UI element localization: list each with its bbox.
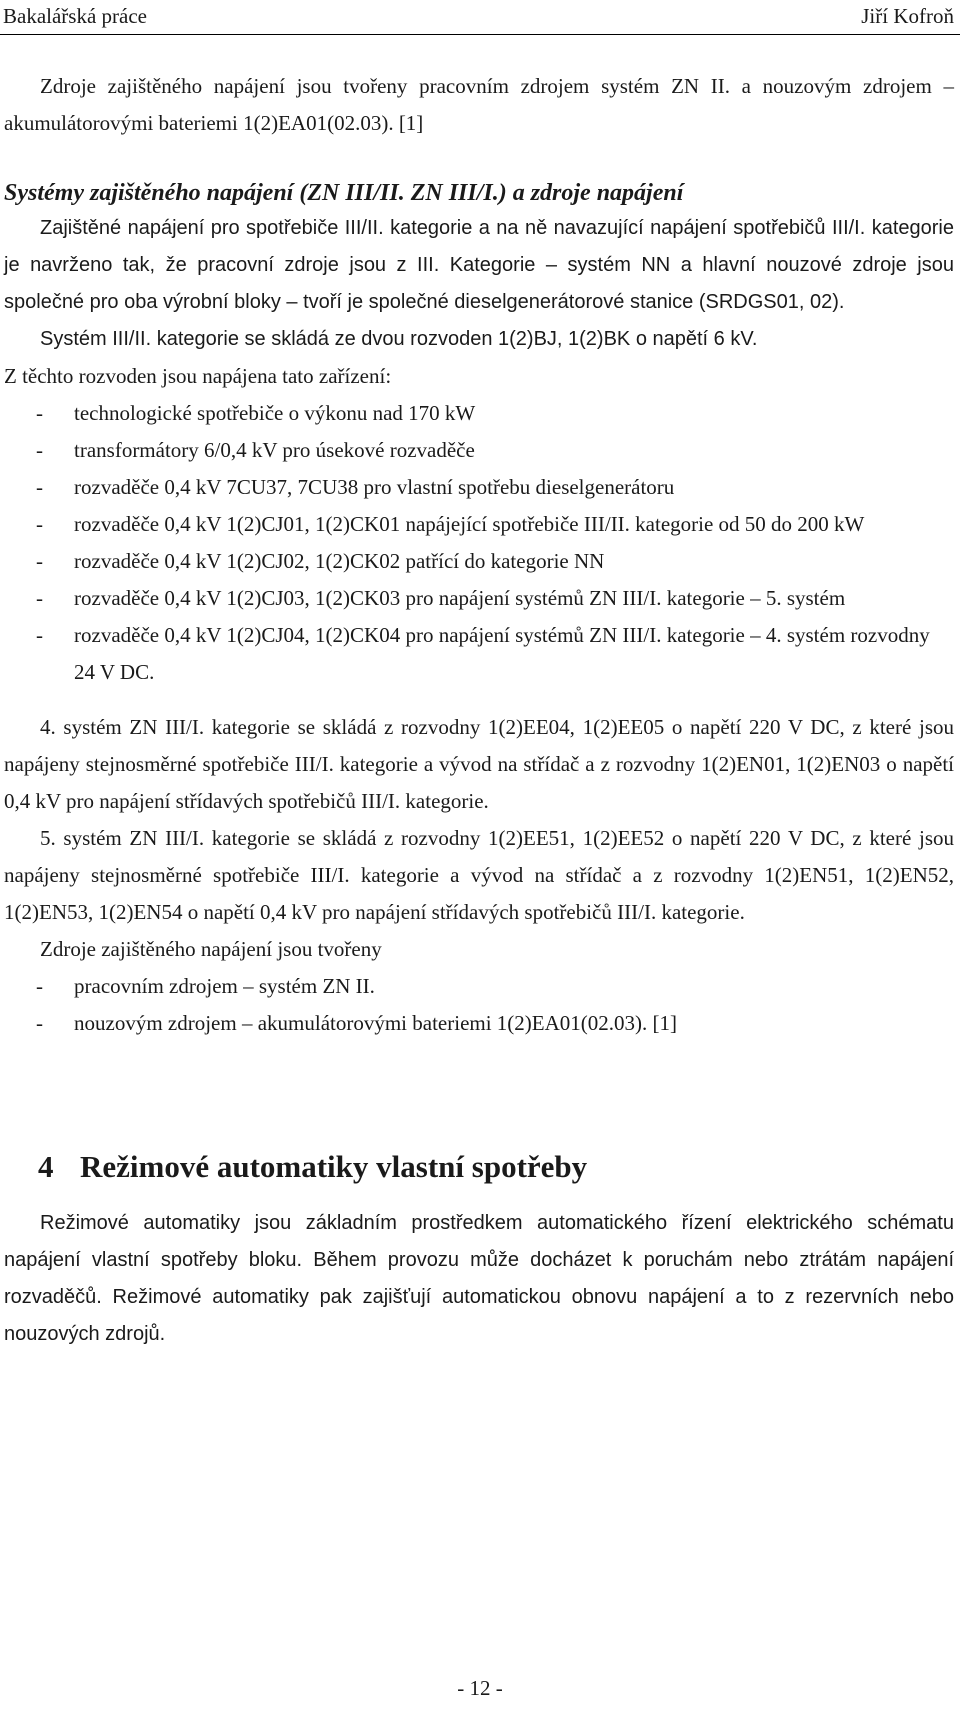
chapter-heading (4, 1042, 954, 1205)
list-item: - technologické spotřebiče o výkonu nad 170 kW (36, 401, 476, 425)
paragraph-zn-overview: Zajištěné napájení pro spotřebiče III/II. kategorie a na ně navazující napájení spotřebičů III/I. kategorie je navrženo tak, že pracovní zdroje jsou z III. Kategorie – systém NN a hlavní nouzové zdroje jsou společné pro oba výrobní bloky – tvoří je společné dieselgenerátorové stanice (SRDGS01, 02). (4, 217, 954, 313)
paragraph-system-5: 5. systém ZN III/I. kategorie se skládá z rozvodny 1(2)EE51, 1(2)EE52 o napětí 220 V DC, z které jsou napájeny stejnosměrné spotřebiče III/I. kategorie a vývod na střídač a z rozvodny 1(2)EN51, 1(2)EN52, 1(2)EN53, 1(2)EN54 o napětí 0,4 kV pro napájení střídavých spotřebičů III/I. kategorie. (4, 826, 954, 924)
chapter-title: Režimové automatiky vlastní spotřeby (80, 1149, 588, 1184)
list-item: - rozvaděče 0,4 kV 1(2)CJ04, 1(2)CK04 pro napájení systémů ZN III/I. kategorie – 4. systém rozvodny 24 V DC. (36, 623, 930, 684)
list-item: - rozvaděče 0,4 kV 1(2)CJ03, 1(2)CK03 pro napájení systémů ZN III/I. kategorie – 5. systém (36, 586, 846, 610)
page-header (0, 0, 960, 35)
sources-list (4, 968, 954, 1042)
paragraph-chapter-intro: Režimové automatiky jsou základním prostředkem automatického řízení elektrického schématu napájení vlastní spotřeby bloku. Během provozu může docházet k poruchám nebo ztrátám napájení rozvaděčů. Režimové automatiky pak zajišťují automatickou obnovu napájení a to z rezervních nebo nouzových zdrojů. (4, 1212, 954, 1345)
list-item: - rozvaděče 0,4 kV 7CU37, 7CU38 pro vlastní spotřebu dieselgenerátoru (36, 475, 675, 499)
paragraph-system-iii-ii: Systém III/II. kategorie se skládá ze dvou rozvoden 1(2)BJ, 1(2)BK o napětí 6 kV. (40, 328, 758, 350)
section-heading: Systémy zajištěného napájení (ZN III/II. ZN III/I.) a zdroje napájení (4, 180, 684, 206)
header-author: Jiří Kofroň (861, 4, 954, 28)
header-thesis-type: Bakalářská práce (3, 4, 147, 28)
paragraph-sources: Zdroje zajištěného napájení jsou tvořeny (40, 937, 382, 961)
page-body (4, 68, 954, 1353)
list-item: - rozvaděče 0,4 kV 1(2)CJ02, 1(2)CK02 patřící do kategorie NN (36, 549, 605, 573)
paragraph-system-4: 4. systém ZN III/I. kategorie se skládá z rozvodny 1(2)EE04, 1(2)EE05 o napětí 220 V DC, z které jsou napájeny stejnosměrné spotřebiče III/I. kategorie a vývod na střídač a z rozvodny 1(2)EN01, 1(2)EN03 o napětí 0,4 kV pro napájení střídavých spotřebičů III/I. kategorie. (4, 715, 954, 813)
list-item: - rozvaděče 0,4 kV 1(2)CJ01, 1(2)CK01 napájející spotřebiče III/II. kategorie od 50 do 200 kW (36, 512, 865, 536)
chapter-number: 4 (38, 1149, 54, 1184)
list-item: - pracovním zdrojem – systém ZN II. (36, 974, 375, 998)
equipment-list (4, 395, 954, 691)
list-item: - nouzovým zdrojem – akumulátorovými bateriemi 1(2)EA01(02.03). [1] (36, 1011, 678, 1035)
paragraph-intro: Zdroje zajištěného napájení jsou tvořeny pracovním zdrojem systém ZN II. a nouzovým zdrojem – akumulátorovými bateriemi 1(2)EA01(02.03). [1] (4, 74, 954, 135)
paragraph-list-intro: Z těchto rozvoden jsou napájena tato zařízení: (4, 364, 392, 388)
list-item: - transformátory 6/0,4 kV pro úsekové rozvaděče (36, 438, 475, 462)
page-number: - 12 - (457, 1676, 503, 1700)
